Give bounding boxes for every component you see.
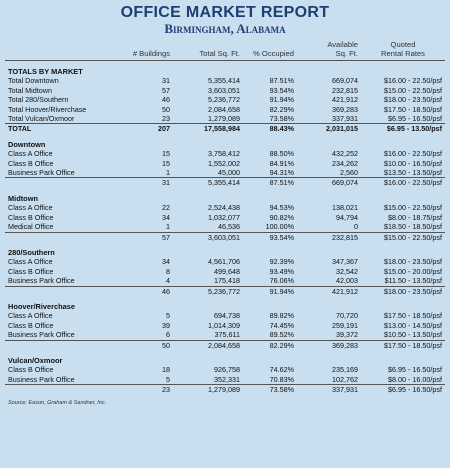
section-heading: Vulcan/Oxmoor [8,355,63,365]
cell-name: Class A Office [8,257,53,267]
table-row [5,76,445,85]
section-heading-row [5,134,445,149]
subtotal-occupied: 73.58% [243,385,297,395]
cell-buildings: 18 [162,365,170,375]
table-row [5,222,445,232]
cell-rates: $18.00 - 23.50/psf [384,95,442,105]
cell-occupied: 84.91% [269,158,294,168]
cell-buildings: 6 [166,330,170,340]
subtotal-rates: $6.95 - 13.50/psf [361,124,445,134]
cell-buildings: 5 [166,311,170,321]
cell-name: Class A Office [8,203,53,213]
table-header [5,40,445,61]
cell-name: Business Park Office [8,330,75,340]
cell-sqft: 3,758,412 [208,149,240,159]
subtotal-available: 2,031,015 [297,124,361,134]
cell-buildings: 23 [162,114,170,124]
table-row [5,213,445,222]
cell-buildings: 4 [166,276,170,286]
cell-occupied: 70.83% [269,374,294,384]
cell-occupied: 94.53% [269,203,294,213]
subtotal-row [5,340,445,350]
cell-buildings: 39 [162,320,170,330]
header-buildings: # Buildings [117,40,173,61]
subtotal-buildings: 207 [117,124,173,134]
cell-buildings: 31 [162,76,170,86]
cell-available: 102,762 [332,374,358,384]
report-subtitle: Birmingham, Alabama [164,21,286,36]
cell-buildings: 1 [166,222,170,232]
subtotal-available: 369,283 [297,340,361,350]
subtotal-sqft: 1,279,089 [173,385,243,395]
cell-sqft: 499,648 [214,266,240,276]
cell-name: Total 280/Southern [8,95,69,105]
cell-occupied: 74.45% [269,320,294,330]
cell-rates: $17.50 - 18.50/psf [384,311,442,321]
cell-available: 32,542 [336,266,358,276]
cell-occupied: 93.49% [269,266,294,276]
subtotal-name [5,232,117,242]
cell-available: 94,794 [336,212,358,222]
cell-name: Class B Office [8,320,54,330]
subtotal-row [5,178,445,188]
report-title: OFFICE MARKET REPORT [120,4,330,21]
subtotal-sqft: 5,236,772 [173,286,243,296]
table-row [5,257,445,266]
cell-rates: $16.00 - 22.50/psf [384,149,442,159]
section-heading-row [5,188,445,203]
cell-buildings: 50 [162,104,170,114]
cell-rates: $8.00 - 18.75/psf [388,212,442,222]
cell-rates: $13.50 - 13.50/psf [384,168,442,178]
cell-name: Business Park Office [8,168,75,178]
header-rates-line2: Rental Rates [381,49,425,58]
market-table [5,40,445,395]
header-market [5,40,117,61]
cell-sqft: 375,611 [214,330,240,340]
subtotal-name [5,340,117,350]
subtotal-buildings: 23 [117,385,173,395]
office-market-report [5,4,445,464]
table-row [5,321,445,330]
section-heading-row [5,296,445,311]
header-sqft: Total Sq. Ft. [173,40,243,61]
cell-buildings: 22 [162,203,170,213]
section-heading: Midtown [8,193,38,203]
cell-rates: $16.00 - 22.50/psf [384,76,442,86]
cell-available: 138,021 [332,203,358,213]
cell-name: Class B Office [8,212,54,222]
subtotal-buildings: 46 [117,286,173,296]
table-row [5,95,445,104]
subtotal-available: 337,931 [297,385,361,395]
subtotal-row [5,385,445,395]
cell-rates: $6.95 - 16.50/psf [388,365,442,375]
table-row [5,375,445,385]
table-body [5,61,445,395]
section-heading: Downtown [8,139,46,149]
cell-sqft: 352,331 [214,374,240,384]
table-row [5,365,445,374]
header-available-line1: Available [327,40,358,49]
cell-available: 234,262 [332,158,358,168]
cell-rates: $8.00 - 16.00/psf [388,374,442,384]
table-row [5,114,445,124]
cell-name: Class A Office [8,149,53,159]
cell-rates: $15.00 - 22.50/psf [384,203,442,213]
cell-occupied: 89.52% [269,330,294,340]
cell-name: Business Park Office [8,276,75,286]
subtotal-row [5,232,445,242]
section-heading: Hoover/Riverchase [8,301,75,311]
subtotal-sqft: 5,355,414 [173,178,243,188]
subtotal-name: TOTAL [5,124,117,134]
cell-name: Total Vulcan/Oxmoor [8,114,75,124]
cell-buildings: 5 [166,374,170,384]
cell-available: 421,912 [332,95,358,105]
cell-name: Total Hoover/Riverchase [8,104,87,114]
subtotal-occupied: 91.94% [243,286,297,296]
cell-occupied: 73.58% [269,114,294,124]
cell-available: 42,003 [336,276,358,286]
cell-sqft: 3,603,051 [208,85,240,95]
section-heading-row [5,61,445,77]
cell-occupied: 93.54% [269,85,294,95]
table-row [5,105,445,114]
cell-sqft: 694,738 [214,311,240,321]
subtotal-occupied: 93.54% [243,232,297,242]
subtotal-buildings: 50 [117,340,173,350]
table-row [5,149,445,158]
subtotal-available: 669,074 [297,178,361,188]
cell-occupied: 87.51% [269,76,294,86]
cell-name: Total Midtown [8,85,52,95]
cell-name: Business Park Office [8,374,75,384]
header-rates-line1: Quoted [390,40,416,49]
cell-sqft: 175,418 [214,276,240,286]
subtotal-buildings: 31 [117,178,173,188]
cell-occupied: 90.82% [269,212,294,222]
subtotal-occupied: 87.51% [243,178,297,188]
cell-rates: $18.50 - 18.50/psf [384,222,442,232]
cell-available: 432,252 [332,149,358,159]
subtotal-row [5,286,445,296]
cell-sqft: 5,236,772 [208,95,240,105]
cell-sqft: 1,279,089 [208,114,240,124]
table-row [5,86,445,95]
subtotal-name [5,385,117,395]
cell-available: 347,367 [332,257,358,267]
section-heading: 280/Southern [8,247,55,257]
table-row [5,330,445,340]
cell-occupied: 89.82% [269,311,294,321]
subtotal-rates: $16.00 - 22.50/psf [361,178,445,188]
cell-buildings: 57 [162,85,170,95]
cell-available: 232,815 [332,85,358,95]
cell-rates: $15.00 - 20.00/psf [384,266,442,276]
cell-available: 39,372 [336,330,358,340]
cell-occupied: 82.29% [269,104,294,114]
cell-buildings: 34 [162,257,170,267]
subtotal-rates: $6.95 - 16.50/psf [361,385,445,395]
header-occupied: % Occupied [243,40,297,61]
section-heading-row [5,350,445,365]
cell-sqft: 4,561,706 [208,257,240,267]
cell-rates: $11.50 - 13.50/psf [384,276,442,286]
cell-rates: $10.50 - 13.50/psf [384,330,442,340]
cell-rates: $10.00 - 16.50/psf [384,158,442,168]
cell-buildings: 1 [166,168,170,178]
section-heading-row [5,242,445,257]
subtotal-sqft: 3,603,051 [173,232,243,242]
cell-buildings: 46 [162,95,170,105]
subtotal-sqft: 17,558,984 [173,124,243,134]
cell-occupied: 94.31% [269,168,294,178]
cell-available: 337,931 [332,114,358,124]
cell-occupied: 88.50% [269,149,294,159]
header-rates [361,40,445,61]
cell-occupied: 91.94% [269,95,294,105]
subtotal-available: 421,912 [297,286,361,296]
table-row [5,203,445,212]
cell-buildings: 34 [162,212,170,222]
cell-occupied: 92.39% [269,257,294,267]
cell-name: Class A Office [8,311,53,321]
cell-occupied: 74.62% [269,365,294,375]
cell-occupied: 100.00% [265,222,294,232]
cell-available: 259,191 [332,320,358,330]
subtotal-name [5,286,117,296]
cell-rates: $18.00 - 23.50/psf [384,257,442,267]
subtotal-sqft: 2,084,658 [173,340,243,350]
subtotal-rates: $17.50 - 18.50/psf [361,340,445,350]
table-row [5,159,445,168]
cell-sqft: 1,032,077 [208,212,240,222]
cell-available: 235,169 [332,365,358,375]
cell-sqft: 45,000 [218,168,240,178]
cell-rates: $13.00 - 14.50/psf [384,320,442,330]
cell-buildings: 8 [166,266,170,276]
cell-available: 70,720 [336,311,358,321]
cell-buildings: 15 [162,158,170,168]
subtotal-occupied: 82.29% [243,340,297,350]
subtotal-buildings: 57 [117,232,173,242]
cell-available: 669,074 [332,76,358,86]
cell-rates: $6.95 - 16.50/psf [388,114,442,124]
table-row [5,276,445,286]
source-note: Source: Eason, Graham & Sandner, Inc. [8,399,107,406]
table-row [5,311,445,320]
subtotal-name [5,178,117,188]
cell-sqft: 1,552,002 [208,158,240,168]
cell-rates: $15.00 - 22.50/psf [384,85,442,95]
cell-name: Medical Office [8,222,54,232]
header-available-line2: Sq. Ft. [335,49,358,58]
cell-sqft: 2,524,438 [208,203,240,213]
cell-name: Class B Office [8,365,54,375]
subtotal-rates: $18.00 - 23.50/psf [361,286,445,296]
cell-name: Class B Office [8,266,54,276]
cell-available: 0 [354,222,358,232]
section-heading: TOTALS BY MARKET [8,67,83,76]
table-row [5,267,445,276]
cell-rates: $17.50 - 18.50/psf [384,104,442,114]
subtotal-occupied: 88.43% [243,124,297,134]
table-row [5,168,445,178]
cell-sqft: 1,014,309 [208,320,240,330]
subtotal-rates: $15.00 - 22.50/psf [361,232,445,242]
header-available [297,40,361,61]
cell-sqft: 46,536 [218,222,240,232]
cell-buildings: 15 [162,149,170,159]
subtotal-row [5,124,445,134]
cell-available: 2,560 [340,168,358,178]
cell-available: 369,283 [332,104,358,114]
cell-name: Total Downtown [8,76,59,86]
cell-sqft: 2,084,658 [208,104,240,114]
subtotal-available: 232,815 [297,232,361,242]
cell-occupied: 76.06% [269,276,294,286]
cell-sqft: 5,355,414 [208,76,240,86]
cell-sqft: 926,758 [214,365,240,375]
cell-name: Class B Office [8,158,54,168]
